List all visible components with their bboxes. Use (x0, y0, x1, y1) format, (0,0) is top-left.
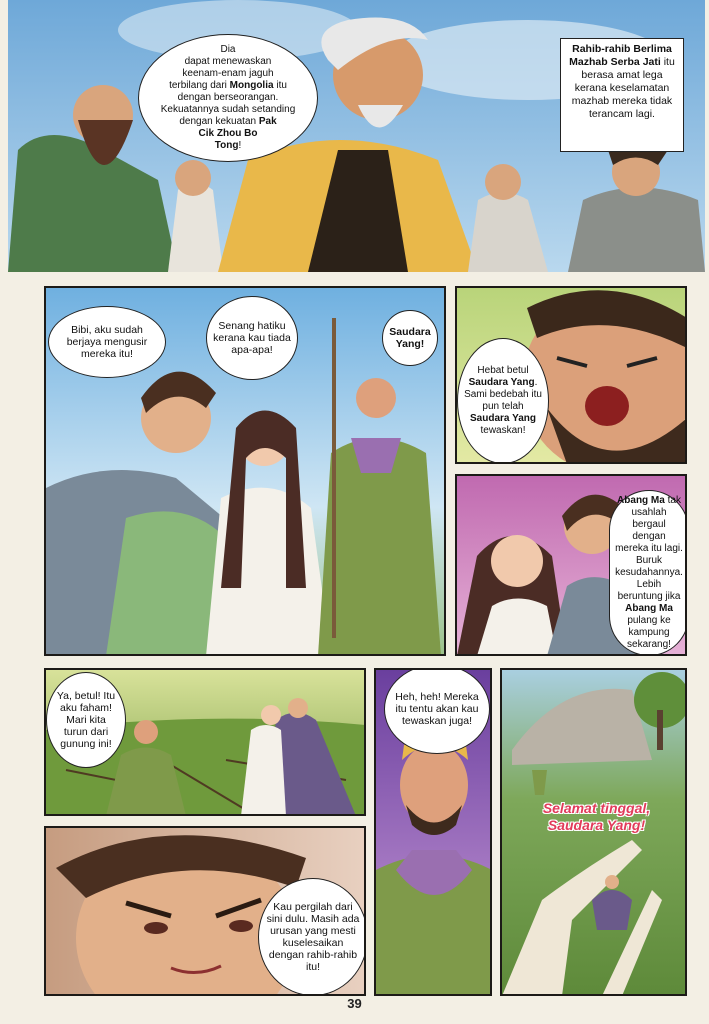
panel-2 (44, 286, 446, 656)
page-number: 39 (347, 996, 362, 1011)
panel-8 (44, 826, 366, 996)
speech-bubble-hero: Bibi, aku sudah berjaya mengusir mereka itu! (48, 306, 166, 378)
farewell-shout-text: Selamat tinggal, Saudara Yang! (542, 800, 651, 833)
speech-bubble-lady: Senang hatiku kerana kau tiada apa-apa! (206, 296, 298, 380)
speech-bubble-monk: Dia dapat menewaskan keenam-enam jaguh terbilang dari Mongolia itu dengan berseorangan. Kekuatannya sudah setanding dengan kekuatan Pak Cik Zhou Bo Tong! (138, 34, 318, 162)
speech-bubble-companion: Saudara Yang! (382, 310, 438, 366)
panel-6 (374, 668, 492, 996)
narration-caption: Rahib-rahib Berlima Mazhab Serba Jati itu berasa amat lega kerana keselamatan mazhab mereka tidak terancam lagi. (560, 38, 684, 152)
panel-4 (455, 474, 687, 656)
speech-bubble-hero-2: Ya, betul! Itu aku faham! Mari kita turun dari gunung ini! (46, 672, 126, 768)
speech-bubble-monk-2: Hebat betul Saudara Yang. Sami bedebah itu pun telah Saudara Yang tewaskan! (457, 338, 549, 464)
speech-bubble-man: Heh, heh! Mereka itu tentu akan kau tewaskan juga! (384, 668, 490, 754)
speech-bubble-lady-2: Abang Ma tak usahlah bergaul dengan mereka itu lagi. Buruk kesudahannya. Lebih beruntung jika Abang Ma pulang ke kampung sekarang! (609, 490, 687, 656)
panel-5 (44, 668, 366, 816)
panel-3 (455, 286, 687, 464)
speech-bubble-hero-3: Kau pergilah dari sini dulu. Masih ada urusan yang mesti kuselesaikan dengan rahib-rahib itu! (258, 878, 366, 996)
panel-1 (8, 0, 705, 272)
panel-7 (500, 668, 687, 996)
